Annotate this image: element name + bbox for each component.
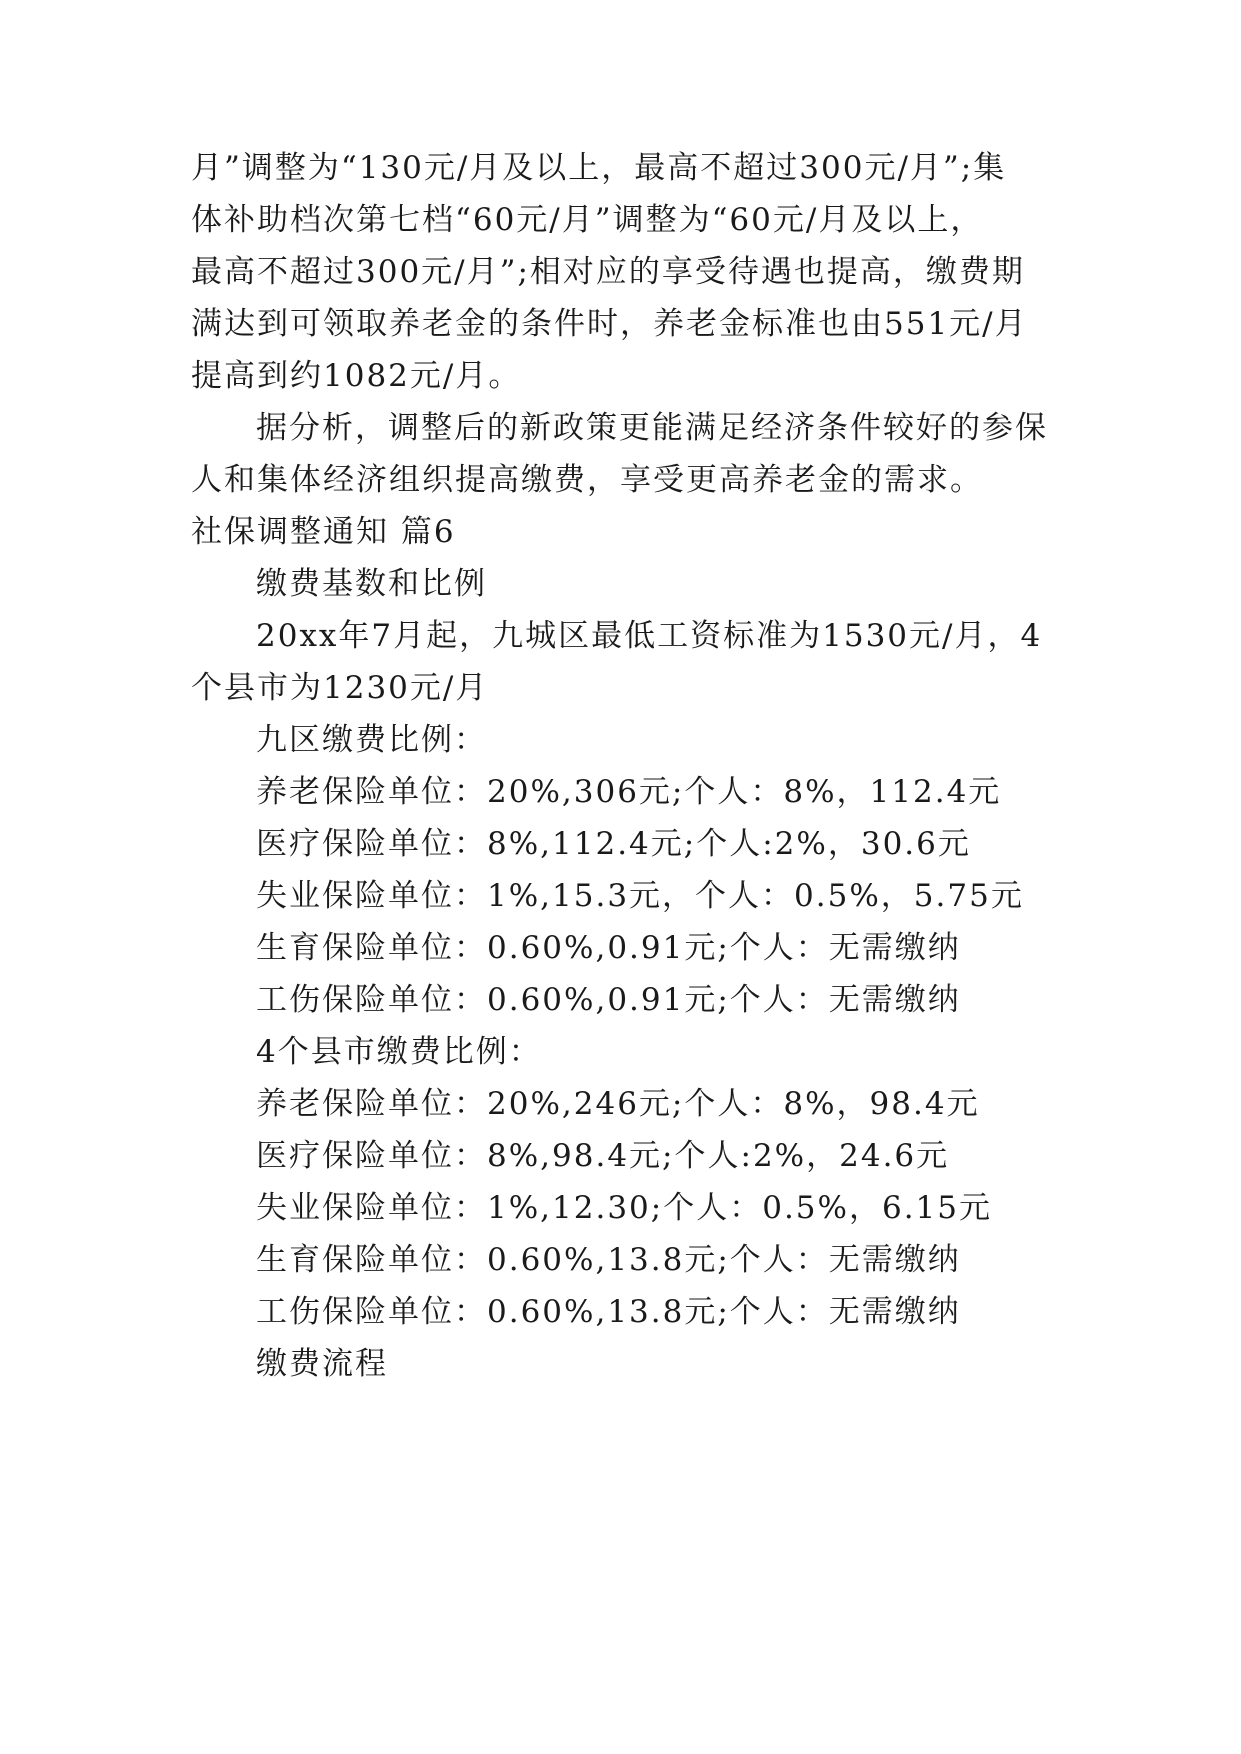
subheading: 缴费流程: [256, 1346, 388, 1382]
list-item: 养老保险单位：20%,246元;个人：8%，98.4元: [256, 1086, 980, 1122]
list-item: 生育保险单位：0.60%,0.91元;个人：无需缴纳: [256, 930, 961, 966]
paragraph-line: 提高到约1082元/月。: [191, 358, 522, 394]
list-item: 失业保险单位：1%,12.30;个人：0.5%，6.15元: [256, 1190, 993, 1226]
list-item: 工伤保险单位：0.60%,13.8元;个人：无需缴纳: [256, 1294, 961, 1330]
list-item: 生育保险单位：0.60%,13.8元;个人：无需缴纳: [256, 1242, 961, 1278]
section-heading: 社保调整通知 篇6: [191, 514, 456, 550]
paragraph-line: 个县市为1230元/月: [191, 670, 489, 706]
list-item: 医疗保险单位：8%,98.4元;个人:2%，24.6元: [256, 1138, 950, 1174]
paragraph-line: 体补助档次第七档“60元/月”调整为“60元/月及以上，: [191, 202, 984, 238]
paragraph-line: 月”调整为“130元/月及以上，最高不超过300元/月”;集: [191, 150, 1007, 186]
paragraph-line: 据分析，调整后的新政策更能满足经济条件较好的参保: [256, 410, 1048, 446]
paragraph-line: 20xx年7月起，九城区最低工资标准为1530元/月，4: [256, 618, 1043, 654]
paragraph-line: 最高不超过300元/月”;相对应的享受待遇也提高，缴费期: [191, 254, 1025, 290]
paragraph-line: 满达到可领取养老金的条件时，养老金标准也由551元/月: [191, 306, 1028, 342]
subheading: 缴费基数和比例: [256, 566, 487, 602]
list-item: 医疗保险单位：8%,112.4元;个人:2%，30.6元: [256, 826, 971, 862]
list-item: 养老保险单位：20%,306元;个人：8%，112.4元: [256, 774, 1002, 810]
list-heading: 4个县市缴费比例：: [256, 1034, 542, 1070]
list-item: 失业保险单位：1%,15.3元，个人：0.5%，5.75元: [256, 878, 1024, 914]
paragraph-line: 人和集体经济组织提高缴费，享受更高养老金的需求。: [191, 462, 983, 498]
list-heading: 九区缴费比例：: [256, 722, 487, 758]
list-item: 工伤保险单位：0.60%,0.91元;个人：无需缴纳: [256, 982, 961, 1018]
